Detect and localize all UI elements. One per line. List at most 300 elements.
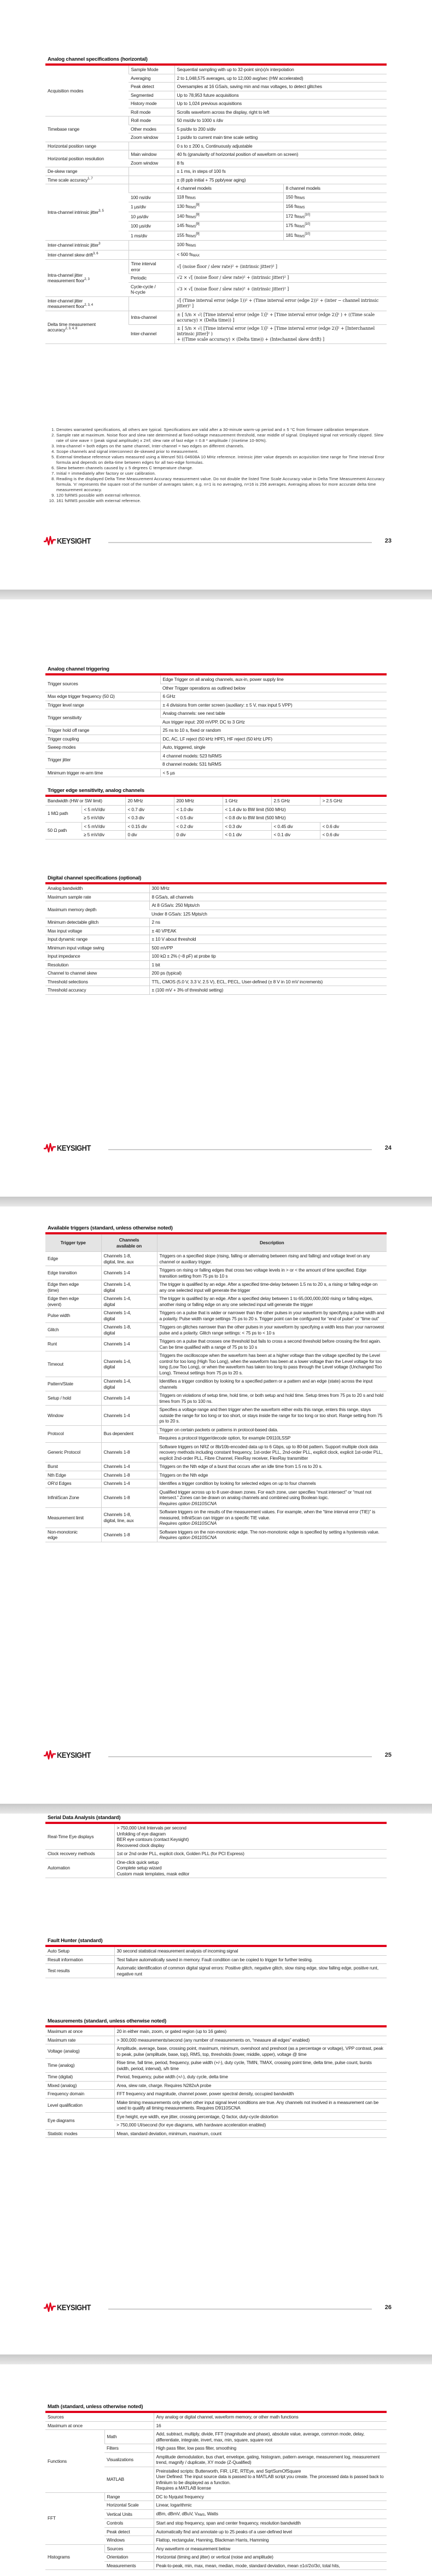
- table-cell: [45, 184, 129, 241]
- table-cell: [174, 212, 283, 222]
- column-header: Trigger type: [45, 1234, 101, 1252]
- table-row: [45, 814, 387, 823]
- cell-text: < 0.1 div: [225, 832, 242, 837]
- cell-text: 30 second statistical measurement analysis of incoming signal: [116, 1948, 238, 1954]
- cell-text: Bus dependent: [103, 1431, 133, 1437]
- math-section: [45, 2404, 387, 2570]
- cell-text: Resolution: [48, 961, 69, 968]
- cell-text: At 8 GSa/s: 250 Mpts/ch: [151, 902, 200, 908]
- unit-subscript: RMS: [189, 206, 196, 209]
- table-cell: [45, 260, 129, 297]
- cell-text: Statistic modes: [48, 2130, 78, 2136]
- cell-text: Threshold accuracy: [48, 987, 86, 993]
- table-cell: [45, 2073, 114, 2082]
- cell-text: Main window: [131, 151, 157, 157]
- cell-text: Triggers on the Nth edge: [159, 1472, 208, 1478]
- table-row: [45, 768, 387, 777]
- table-cell: [45, 822, 81, 839]
- cell-text: 10 µs/div: [131, 213, 149, 219]
- cell-text: Frequency domain: [48, 2091, 84, 2096]
- table-cell: [104, 2553, 154, 2562]
- table-header-row: [45, 1234, 387, 1252]
- spec-table: [45, 2413, 387, 2570]
- table-cell: [45, 692, 160, 701]
- cell-text: 1 bit: [151, 961, 160, 968]
- table-cell: [160, 760, 387, 769]
- table-cell: [45, 2036, 114, 2044]
- cell-text: Voltage (analog): [48, 2048, 80, 2054]
- cell-text: Channels 1-4, digital: [103, 1358, 131, 1369]
- table-cell: [104, 2561, 154, 2570]
- cell-text: Linear, logarithmic: [156, 2502, 192, 2508]
- page-footer: [44, 2303, 392, 2315]
- page-separator: [0, 590, 432, 599]
- cell-text: Start and stop frequency, span and center frequency, resolution bandwidth: [156, 2520, 301, 2526]
- table-cell: [157, 1252, 387, 1266]
- table-cell: [101, 1471, 157, 1479]
- keysight-wave-icon: [44, 2303, 56, 2312]
- cell-text: Minimum input voltage swing: [48, 945, 104, 951]
- cell-text: Math: [107, 2434, 117, 2440]
- cell-text: < 5 mV/div: [84, 806, 105, 812]
- horizontal-spec-section: [45, 56, 387, 344]
- table-cell: [45, 116, 129, 142]
- table-cell: [45, 893, 149, 901]
- cell-text: Time interval error: [131, 261, 156, 272]
- table-cell: [154, 2467, 387, 2492]
- table-cell: [129, 125, 174, 133]
- cell-text: Channels 1-4: [103, 1341, 130, 1347]
- cell-text: The trigger is qualified by an edge. After a specified delay between 1 to 65,000,000,000 rising or falling edges, another rising or falling edge on any one selected input will generate the trigger: [159, 1296, 373, 1307]
- table-cell: [149, 901, 387, 910]
- table-row: [45, 2421, 387, 2430]
- table-cell: [157, 1377, 387, 1391]
- spec-table: [45, 66, 387, 344]
- table-cell: [114, 2121, 387, 2130]
- cell-text: Qualified trigger across up to 8 user-drawn zones. For each zone, user specifies “must intersect” or “must not intersect.” Zones can be drawn on analog channels and combined using Boolean logic.: [159, 1489, 372, 1500]
- cell-text: Max input voltage: [48, 928, 83, 934]
- cell-text: Automatic identification of common digital signal errors: Positive glitch, negative glitch, slow rising edge, slow falling edge, positive runt, negative runt: [116, 1965, 379, 1977]
- cell-text: Roll mode: [131, 109, 151, 115]
- cell-text: Glitch: [48, 1327, 59, 1333]
- section-title: Measurements (standard, unless otherwise noted): [45, 2018, 387, 2027]
- unit-subscript: RMS: [189, 215, 196, 219]
- table-row: [45, 1280, 387, 1295]
- table-cell: [157, 1309, 387, 1323]
- table-row: [45, 176, 387, 184]
- table-row: [45, 969, 387, 978]
- cell-text: 145 fs: [177, 223, 189, 228]
- cell-text: Delta time measurement accuracy: [48, 321, 96, 333]
- spec-table: [45, 884, 387, 995]
- table-cell: [45, 901, 149, 918]
- table-cell: [174, 805, 223, 814]
- table-row: [45, 184, 387, 193]
- footnote-ref: 2, 3, 4: [84, 304, 93, 307]
- cell-text: Maximum memory depth: [48, 906, 97, 912]
- table-cell: [154, 2509, 387, 2519]
- table-cell: [114, 2044, 387, 2059]
- table-cell: [45, 709, 160, 726]
- table-row: [45, 901, 387, 910]
- cell-text: Edge then edge (event): [48, 1296, 79, 1307]
- cell-text: ± [ 5/n × √( [Time interval error (edge 1)]² + [Time interval error (edge 2)]² ) + ((Time scale accuracy) × (Delta time)) ]: [177, 312, 375, 323]
- table-cell: [129, 100, 174, 108]
- cell-text: Software triggers on the results of the measurement values. For example, when the “time interval error (TIE)” is measured, InfiniiScan can trigger on a specific TIE value.: [159, 1509, 376, 1520]
- footer-rule: [108, 1149, 372, 1150]
- cell-text: < 5 mV/div: [84, 823, 105, 829]
- cell-text-suffix: , Watts: [205, 2510, 218, 2516]
- table-row: [45, 692, 387, 701]
- cell-text: < 0.1 div: [273, 832, 291, 837]
- cell-text: Triggers on a specified slope (rising, falling or alternating between rising and falling) and voltage level on any channel or auxiliary trigger.: [159, 1253, 370, 1264]
- table-cell: [45, 1280, 101, 1295]
- table-cell: [174, 167, 387, 176]
- table-row: [45, 797, 387, 805]
- table-cell: [45, 2044, 114, 2059]
- section-title: Analog channel specifications (horizontal): [45, 56, 387, 66]
- table-cell: [129, 241, 174, 250]
- table-cell: [45, 1528, 101, 1542]
- section-title: Analog channel triggering: [45, 666, 387, 675]
- table-cell: [157, 1351, 387, 1377]
- option-note: Requires option D9110SCNA: [159, 1500, 217, 1506]
- table-cell: [104, 2509, 154, 2519]
- cell-text: Time (digital): [48, 2074, 73, 2079]
- cell-text: Input dynamic range: [48, 936, 88, 942]
- cell-text: 140 fs: [177, 213, 189, 219]
- cell-text: Triggers on rising or falling edges that cross two voltage levels in > or < the amount of time specified. Edge transition setting from 75 ps to 10 s: [159, 1267, 366, 1279]
- table-cell: [45, 1858, 114, 1878]
- unit-subscript: RMS: [188, 196, 196, 200]
- cell-text: 150 fs: [285, 194, 298, 200]
- table-cell: [149, 952, 387, 961]
- table-cell: [81, 805, 125, 814]
- cell-text: Requires a protocol trigger/decode option, for example D9110LSSP: [159, 1435, 291, 1441]
- cell-text: < 0.3 div: [127, 815, 145, 820]
- table-cell: [154, 2561, 387, 2570]
- footer-rule: [108, 1756, 372, 1757]
- cell-text: > 750,000 Unit Intervals per second Unfolding of eye diagram BER eye contours (contact Keysight) Recovered clock display: [116, 1825, 189, 1848]
- keysight-logo: [44, 2303, 96, 2312]
- cell-text: Sample Mode: [131, 67, 159, 72]
- table-cell: [114, 2112, 387, 2121]
- cell-text: Edge: [48, 1256, 58, 1262]
- page-footer: [44, 1143, 392, 1155]
- cell-text: Rise time, fall time, period, frequency, pulse width (+/-), duty cycle, TMIN, TMAX, crossing point time, delta time, pulse count, bursts (width, period, interval), s/h time: [116, 2060, 372, 2071]
- table-cell: [45, 1252, 101, 1266]
- table-row: [45, 1479, 387, 1488]
- cell-text: 175 fs: [285, 223, 298, 228]
- table-cell: [45, 805, 81, 822]
- table-cell: [283, 222, 387, 231]
- footnote: 1. Denotes warranted specifications, all others are typical. Specifications are valid after a 30-minute warm-up period and ± 5 °C from firmware calibration temperature.: [56, 427, 390, 433]
- table-cell: [45, 884, 149, 893]
- cell-text: Analog bandwidth: [48, 885, 83, 891]
- table-cell: [174, 202, 283, 212]
- table-row: [45, 1508, 387, 1528]
- cell-text: 40 fs (granularity of horizontal position of waveform on screen): [177, 151, 299, 157]
- table-cell: [174, 822, 223, 831]
- table-cell: [114, 2081, 387, 2090]
- table-cell: [174, 66, 387, 74]
- cell-text: Roll mode: [131, 118, 151, 123]
- table-cell: [174, 108, 387, 116]
- table-cell: [45, 1955, 114, 1964]
- cell-text: dBm, dBmV, dBuV, V: [156, 2510, 198, 2516]
- section-title: Digital channel specifications (optional): [45, 875, 387, 884]
- table-cell: [45, 701, 160, 709]
- table-row: [45, 1947, 387, 1955]
- table-cell: [157, 1337, 387, 1351]
- cell-text: Mean, standard deviation, minimum, maximum, count: [116, 2130, 221, 2136]
- table-row: [45, 1488, 387, 1508]
- table-cell: [81, 831, 125, 840]
- table-row: [45, 66, 387, 74]
- cell-text: 118 fs: [177, 194, 189, 200]
- table-cell: [174, 150, 387, 159]
- cell-text: De-skew range: [48, 168, 78, 174]
- table-cell: [174, 100, 387, 108]
- cell-text: 0 div: [127, 832, 137, 837]
- cell-text: Channels 1-4: [103, 1412, 130, 1418]
- table-cell: [114, 2027, 387, 2036]
- cell-text: ± 40 VPEAK: [151, 928, 177, 934]
- cell-text: 1 ps/div to current main time scale setting: [177, 135, 258, 140]
- cell-text: Period, frequency, pulse width (+/-), duty cycle, delta time: [116, 2074, 228, 2079]
- table-cell: [45, 1351, 101, 1377]
- brand-name: KEYSIGHT: [57, 1750, 91, 1760]
- table-row: [45, 1471, 387, 1479]
- column-header: Channels available on: [101, 1234, 157, 1252]
- cell-text: Triggers on a pulse that is wider or narrower than the other pulses in your waveform by specifying a pulse width and a polarity. Pulse width range settings 75 ps to 20 s. Trigger point can be configured for “end of pulse” or “time out”: [159, 1310, 384, 1321]
- page-separator: [0, 1804, 432, 1814]
- table-cell: [45, 1391, 101, 1406]
- table-cell: [45, 176, 129, 184]
- cell-text: 2 ns: [151, 919, 160, 925]
- table-cell: [149, 910, 387, 918]
- spec-table: [45, 675, 387, 777]
- brand-name: KEYSIGHT: [57, 2303, 91, 2312]
- cell-text: 100 ns/div: [131, 194, 151, 200]
- table-cell: [154, 2544, 387, 2553]
- cell-text: Sources: [107, 2545, 124, 2551]
- measurements-section: [45, 2018, 387, 2138]
- cell-text: Filters: [107, 2445, 119, 2451]
- cell-text: 2.5 GHz: [273, 798, 290, 803]
- cell-text: Area, slew rate, charge. Requires N282xA probe: [116, 2082, 212, 2088]
- page-separator: [0, 2354, 432, 2364]
- table-cell: [101, 1377, 157, 1391]
- spec-table: [45, 1824, 387, 1878]
- cell-text: > 300,000 measurements/second (any number of measurements on, “measure all edges” enabled): [116, 2037, 310, 2043]
- table-cell: [174, 231, 283, 241]
- table-row: [45, 2090, 387, 2099]
- footnote-ref: [9]: [196, 232, 200, 236]
- cell-text: 8 channel models: [285, 185, 320, 191]
- option-note: Requires option D9110SCNA: [159, 1535, 217, 1540]
- table-cell: [114, 2098, 387, 2112]
- cell-text: Range: [107, 2493, 120, 2499]
- unit-subscript: RMS: [189, 225, 196, 229]
- cell-text: Inter-channel intrinsic jitter: [48, 242, 99, 248]
- cell-text: Timeout: [48, 1361, 63, 1367]
- table-cell: [223, 797, 271, 805]
- table-cell: [149, 926, 387, 935]
- cell-text: 100 µs/div: [131, 223, 151, 229]
- cell-text: 0 s to ± 200 s, Continuously adjustable: [177, 143, 253, 149]
- table-row: [45, 1442, 387, 1462]
- table-cell: [45, 241, 129, 250]
- footnote: 7. Initial = immediately after factory or user calibration.: [56, 471, 390, 476]
- table-cell: [45, 2421, 154, 2430]
- table-cell: [149, 977, 387, 986]
- table-row: [45, 952, 387, 961]
- table-cell: [174, 274, 387, 283]
- table-row: [45, 935, 387, 944]
- table-row: [45, 2129, 387, 2138]
- table-row: [45, 1850, 387, 1858]
- table-cell: [104, 2452, 154, 2467]
- cell-text: 1 µs/div: [131, 204, 146, 209]
- table-cell: [154, 2553, 387, 2562]
- table-cell: [223, 805, 387, 814]
- cell-text: Horizontal position resolution: [48, 155, 104, 161]
- table-cell: [174, 74, 387, 83]
- table-cell: [160, 735, 387, 743]
- table-cell: [149, 884, 387, 893]
- cell-text: Specifies a voltage range and then trigger when the waveform either exits this range, enters this range, stays outside the range for too long or too short, or stays inside the range for too long or too short. Range setting from 75 ps to 20 s.: [159, 1407, 383, 1424]
- footnote-ref: [9]: [196, 223, 200, 226]
- table-cell: [160, 684, 387, 692]
- cell-text: ± (100 mV + 3% of threshold setting): [151, 987, 224, 993]
- table-cell: [154, 2519, 387, 2528]
- cell-text: Visualizations: [107, 2456, 133, 2462]
- cell-text: Time (analog): [48, 2062, 75, 2068]
- table-cell: [114, 2090, 387, 2099]
- cell-text: Threshold selections: [48, 978, 88, 984]
- table-cell: [174, 184, 283, 193]
- table-row: [45, 1323, 387, 1337]
- cell-text: Trigger sensitivity: [48, 714, 81, 720]
- cell-text: Acquisition modes: [48, 88, 84, 94]
- cell-text: Maximum sample rate: [48, 894, 91, 900]
- table-row: [45, 893, 387, 901]
- table-cell: [149, 960, 387, 969]
- table-cell: [129, 296, 174, 311]
- cell-text: √2 × √[ (noise floor / slew rate)² + (intrinsic jitter)² ]: [177, 275, 289, 281]
- table-row: [45, 709, 387, 718]
- cell-text: Analog channels: see next table: [162, 710, 225, 716]
- cell-text: Add, subtract, multiply, divide, FFT (magnitude and phase), absolute value, average, common mode, delay, differentiate, integrate, invert, max, min, square, square root: [156, 2431, 365, 2443]
- table-cell: [45, 2027, 114, 2036]
- cell-text: 8 channel models: 531 fsRMS: [162, 761, 221, 767]
- table-cell: [174, 324, 387, 343]
- table-cell: [160, 751, 387, 760]
- table-cell: [45, 1442, 101, 1462]
- table-cell: [45, 1508, 101, 1528]
- table-cell: [129, 260, 174, 274]
- cell-text: Window: [48, 1412, 63, 1418]
- cell-text: Trigger jitter: [48, 757, 71, 763]
- table-cell: [283, 184, 387, 193]
- cell-text: 16: [156, 2422, 161, 2428]
- page-number: 25: [384, 1752, 392, 1758]
- cell-text: < 0.45 div: [273, 823, 293, 829]
- cell-text: Orientation: [107, 2554, 129, 2560]
- table-cell: [104, 2536, 154, 2545]
- table-cell: [101, 1309, 157, 1323]
- spec-table: [45, 2027, 387, 2138]
- table-cell: [223, 822, 271, 831]
- table-cell: [45, 1488, 101, 1508]
- table-cell: [45, 296, 129, 311]
- table-cell: [45, 743, 160, 752]
- cell-text: Auto Setup: [48, 1948, 69, 1954]
- cell-text: Edge Trigger on all analog channels, aux-in, power supply line: [162, 677, 284, 682]
- table-cell: [45, 1337, 101, 1351]
- cell-text: Sequential sampling with up to 32-point sin(x)/x interpolation: [177, 67, 294, 72]
- table-cell: [101, 1391, 157, 1406]
- table-row: [45, 751, 387, 760]
- table-cell: [125, 831, 174, 840]
- table-cell: [157, 1295, 387, 1309]
- section-title: Serial Data Analysis (standard): [45, 1815, 387, 1824]
- cell-text: Channels 1-8: [103, 1449, 130, 1455]
- cell-text: Peak-to-peak, min, max, mean, median, mode, standard deviation, mean ±1σ/2σ/3σ, total hits,: [156, 2562, 340, 2568]
- table-cell: [101, 1462, 157, 1471]
- cell-text: Automatically find and annotate up to 25 peaks of a user-defined level: [156, 2528, 292, 2534]
- table-cell: [174, 814, 223, 823]
- table-cell: [45, 2112, 114, 2129]
- table-row: [45, 1295, 387, 1309]
- available-triggers-section: [45, 1225, 387, 1542]
- table-cell: [101, 1528, 157, 1542]
- table-row: [45, 926, 387, 935]
- cell-text: Identifies a trigger condition by looking for selected edges on up to four channels: [159, 1481, 316, 1486]
- page-number: 23: [384, 538, 392, 544]
- table-row: [45, 943, 387, 952]
- table-row: [45, 2544, 387, 2553]
- table-cell: [174, 176, 387, 184]
- keysight-wave-icon: [44, 536, 56, 546]
- table-cell: [160, 709, 387, 718]
- table-cell: [45, 1947, 114, 1955]
- table-cell: [174, 222, 283, 231]
- cell-text: 130 fs: [177, 203, 189, 209]
- footnote: 10. 161 fsRMS possible with external reference.: [56, 498, 390, 504]
- table-row: [45, 1824, 387, 1850]
- table-cell: [125, 822, 174, 831]
- cell-text: Mixed (analog): [48, 2082, 77, 2088]
- cell-text: Any analog or digital channel, waveform memory, or other math functions: [156, 2414, 299, 2420]
- table-cell: [45, 926, 149, 935]
- table-row: [45, 1425, 387, 1434]
- table-cell: [101, 1266, 157, 1280]
- unit-subscript: RMS: [297, 206, 305, 209]
- table-row: [45, 116, 387, 125]
- table-cell: [129, 167, 174, 176]
- table-cell: [154, 2413, 387, 2421]
- cell-text: 4 channel models: 523 fsRMS: [162, 753, 222, 759]
- table-cell: [45, 918, 149, 927]
- table-cell: [45, 2544, 104, 2570]
- table-cell: [45, 726, 160, 735]
- cell-text: OR'd Edges: [48, 1481, 72, 1486]
- table-cell: [154, 2444, 387, 2453]
- table-cell: [174, 831, 223, 840]
- table-cell: [174, 250, 387, 260]
